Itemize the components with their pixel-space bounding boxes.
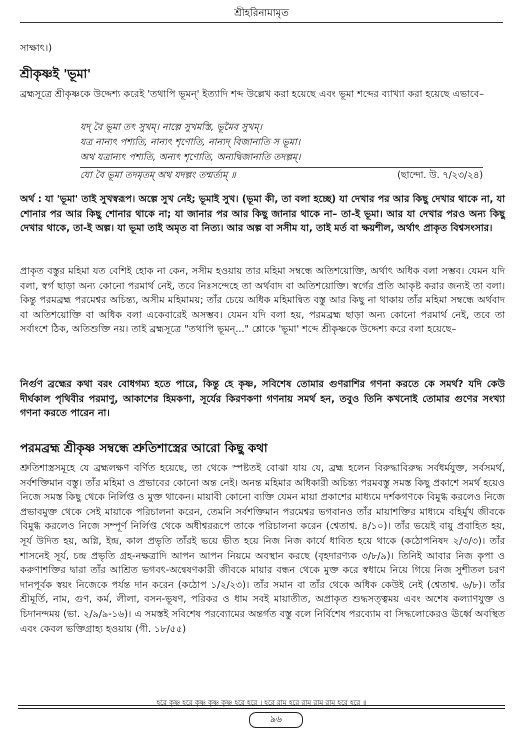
- page-footer: [18, 700, 505, 724]
- body-paragraph-2: প্রাকৃত বস্তুর মহিমা যত বেশিই হোক না কেন, সসীম হওয়ায় তার মহিমা সম্বন্ধে অতিশয়োক্তি, অর্থাৎ অধিক বলা সম্ভব। যেমন যদি বলা, স্বর্গ ছাড়া অন্য কোনো পরমার্থ নেই, তবে নিঃসন্দেহে তা অর্থবাদ বা অতিশয়োক্তি। স্বর্গের প্রতি আকৃষ্ট করার জন্যই তা বলা। কিন্তু পরমব্রহ্ম পরমেশ্বর অচিন্ত্য, অসীম মহিমাময়; তাঁর চেয়ে অধিক মহিমান্বিত বস্তু আর কিছু না থাকায় তাঁর মহিমা সম্বন্ধে অর্থবাদ বা অতিশয়োক্তি বা অধিক বলা একেবারেই অসম্ভব। যেমন যদি বলা হয়, পরমব্রহ্ম ছাড়া অন্য কোনো পরমার্থ নেই, তবে তা সর্বাংশে ঠিক, অতিশুক্তি নয়। তাই ব্রহ্মসূত্রে "তথাপি ভূমন্..." শ্লোকে 'ভূমা' শব্দে শ্রীকৃষ্ণকে উদ্দেশ্য করে বলা হয়েছে–: [20, 266, 505, 336]
- running-header: শ্রীহরিনামামৃত: [234, 8, 289, 19]
- body-paragraph-3: নির্গুণ ব্রহ্মের কথা বরং বোধগম্য হতে পারে, কিন্তু হে কৃষ্ণ, সবিশেষ তোমার গুণরাশির গণনা করতে কে সমর্থ? যদি কেউ দীর্ঘকাল পৃথিবীর পরমাণু, আকাশের হিমকণা, সূর্যের কিরণকণা গণনায় সমর্থ হন, তবুও তিনি কখনোই তোমার গুণের সংখ্যা গণনা করতে পারেন না।: [20, 379, 505, 420]
- meaning-paragraph: অর্থ : যা 'ভূমা' তাই সুখস্বরূপ। অল্পে সুখ নেই; ভূমাই সুখ। (ভূমা কী, তা বলা হচ্ছে) যা দেখার পর আর কিছু দেখার থাকে না, যা শোনার পর আর কিছু শোনার থাকে না; যা জানার পর আর কিছু জানার থাকে না– তা-ই ভূমা। আর যা দেখার পরও অন্য কিছু দেখার থাকে, তা-ই অল্প। যা ভূমা তাই অমৃত বা নিত্য। আর অল্প বা সসীম যা, তাই মর্ত বা ক্ষয়শীল, অর্থাৎ প্রাকৃত বিশ্বসংসার।: [20, 194, 505, 235]
- header-rule: [20, 22, 503, 23]
- section-heading-bhuma: শ্রীকৃষ্ণই 'ভূমা': [20, 66, 91, 81]
- footer-rule: [18, 705, 505, 706]
- body-paragraph-4: শ্রুতিশাস্ত্রসমূহে যে ব্রহ্মলক্ষণ বর্ণিত হয়েছে, তা থেকে স্পষ্টতই বোঝা যায় যে, ব্রহ্ম হলেন বিরুদ্ধাবিরুদ্ধ সর্বধর্মযুক্ত, সর্বসমর্থ, সর্বশক্তিমান বস্তু। তাঁর মহিমা ও প্রভাবের কোনো অন্ত নেই। অনন্ত মহিমার অধিকারী অচিন্ত্য পরমবস্তু সমস্ত কিছু প্রকাশে সমর্থ হয়েও নিজে সমস্ত কিছু থেকে নির্লিপ্ত ও মুক্ত থাকেন। মায়াবী কোনো ব্যক্তি যেমন মায়া প্রকাশের মাধ্যমে দর্শকগণকে বিমুগ্ধ করলেও নিজে প্রভাবমুক্ত থেকে সেই মায়াকে পরিচালনা করেন, তেমনি সর্বশক্তিমান পরমেশ্বর ভগবানও তাঁর মায়াশক্তির মাধ্যমে বহির্মুখ জীবকে বিমুগ্ধ করলেও নিজে সম্পূর্ণ নির্লিপ্ত থেকে অধীশ্বররূপে তাকে পরিচালনা করেন (শ্বেতাশ্ব. ৪/১০)। তাঁর ভয়েই বায়ু প্রবাহিত হয়, সূর্য উদিত হয়, অগ্নি, ইন্দ্র, কাল প্রভৃতি তাঁরই ভয়ে ভীত হয়ে নিজ নিজ কার্যে ধাবিত হয়ে থাকে (কঠোপনিষদ ২/৩/৩)। তাঁর শাসনেই সূর্য, চন্দ্র প্রভৃতি গ্রহ-নক্ষত্রাদি আপন আপন নিয়মে অবস্থান করছে (বৃহদারণ্যক ৩/৮/৯)। তিনিই আবার নিজ কৃপা ও করুণাশক্তির দ্বারা তাঁর আশ্রিত ভগবৎ-অন্বেষণকারী জীবকে মায়ার বন্ধন থেকে মুক্ত করে স্বধামে নিয়ে গিয়ে নিজ সুশীতল চরণ দানপূর্বক স্বয়ং নিজেকে পর্যন্ত দান করেন (কঠোপ ১/২/২৩)। তাঁর সমান বা তাঁর থেকে অধিক কেউই নেই (শ্বেতাশ্ব. ৬/৮)। তাঁর শ্রীমূর্তি, নাম, গুণ, কর্ম, লীলা, বসন-ভূষণ, পরিকর ও ধাম সবই মায়াতীত, অপ্রাকৃত শুদ্ধসত্ত্বময় এবং অশেষ কল্যাণযুক্ত ও চিদানন্দময় (ভা. ২/৯/৯-১৬)। এ সমস্তই সবিশেষ পরব্যোমের অন্তর্গত বস্তু বলে নির্বিশেষ পরব্যোম বা সিদ্ধলোকেরও ঊর্ধ্বে অবস্থিত এবং কেবল ভক্তিগ্রাহ্য হওয়ায় (গী. ১৮/৫৫): [20, 463, 505, 635]
- quote-line-4-text: যো বৈ ভূমা তদমৃতম্ অথ যদল্পং তন্মর্ত্যম্ ॥: [80, 170, 236, 181]
- quote-line-3: অথ যত্রান্যৎ পশ্যতি, অন্যৎ শৃণোতি, অন্যদ্বিজানাতি তদল্পম্।: [80, 152, 301, 163]
- section-heading-shruti: পরমব্রহ্ম শ্রীকৃষ্ণ সম্বন্ধে শ্রুতিশাস্ত্রের আরো কিছু কথা: [20, 441, 268, 455]
- page-number: ৯৬: [249, 712, 303, 728]
- footer-rule-2: [18, 708, 505, 709]
- footer-mantra: হরে কৃষ্ণ হরে কৃষ্ণ কৃষ্ণ কৃষ্ণ হরে হরে । হরে রাম হরে রাম রাম রাম হরে হরে ॥: [156, 699, 367, 707]
- lead-line: সাক্ষাৎ।): [20, 43, 52, 54]
- quote-reference: (ছান্দো. উ. ৭/২৩/২৪): [397, 170, 483, 181]
- quote-line-4: [80, 168, 483, 183]
- scripture-quote: [80, 120, 483, 183]
- intro-paragraph: ব্রহ্মসূত্রে শ্রীকৃষ্ণকে উদ্দেশ্য করেই 'তথাপি ভূমন্' ইত্যাদি শব্দ উল্লেখ করা হয়েছে এবং ভূমা শব্দের ব্যাখ্যা করা হয়েছে এভাবে–: [20, 89, 484, 100]
- quote-line-1: যদ্ বৈ ভূমা তৎ সুখম্। নাল্পে সুখমস্তি, ভূমৈব সুখম্।: [80, 122, 263, 133]
- quote-line-2: যত্র নান্যৎ পশ্যতি, নান্যৎ শৃণোতি, নান্যদ্ বিজানাতি স ভূমা।: [80, 137, 301, 148]
